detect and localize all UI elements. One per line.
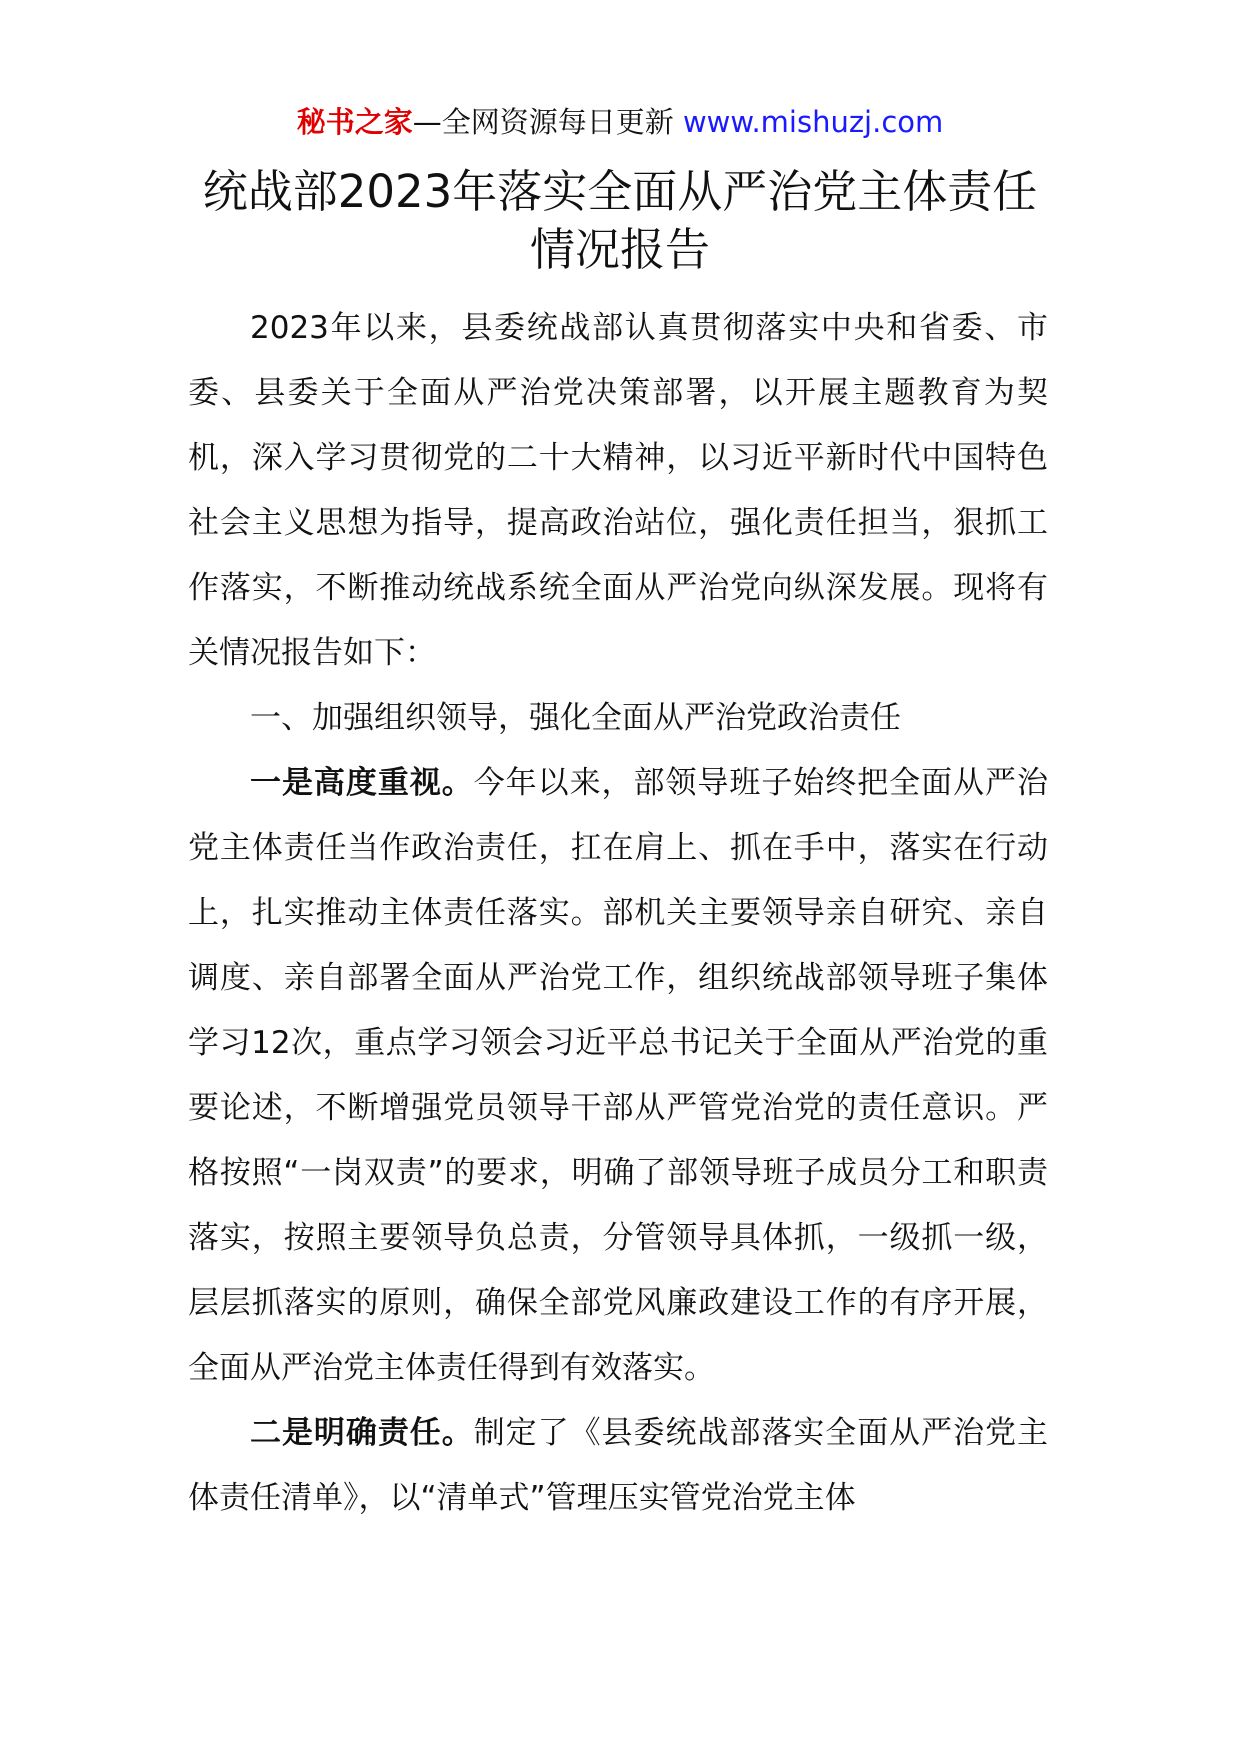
site-brand: 秘书之家 (296, 105, 413, 139)
body-paragraph (188, 751, 1048, 1401)
body-paragraph (188, 1401, 1048, 1531)
intro-paragraph: 2023年以来，县委统战部认真贯彻落实中央和省委、市委、县委关于全面从严治党决策部署，以开展主题教育为契机，深入学习贯彻党的二十大精神，以习近平新时代中国特色社会主义思想为指导，提高政治站位，强化责任担当，狠抓工作落实，不断推动统战系统全面从严治党向纵深发展。现将有关情况报告如下： (188, 310, 1048, 671)
site-url[interactable]: www.mishuzj.com (682, 105, 944, 139)
paragraph-text: 今年以来，部领导班子始终把全面从严治党主体责任当作政治责任，扛在肩上、抓在手中，落实在行动上，扎实推动主体责任落实。部机关主要领导亲自研究、亲自调度、亲自部署全面从严治党工作，组织统战部领导班子集体学习12次，重点学习领会习近平总书记关于全面从严治党的重要论述，不断增强党员领导干部从严管党治党的责任意识。严格按照“一岗双责”的要求，明确了部领导班子成员分工和职责落实，按照主要领导负总责，分管领导具体抓，一级抓一级，层层抓落实的原则，确保全部党风廉政建设工作的有序开展，全面从严治党主体责任得到有效落实。 (188, 765, 1049, 1386)
paragraph-lead: 一是高度重视。 (250, 765, 474, 801)
site-header (0, 100, 1240, 144)
document-title: 统战部2023年落实全面从严治党主体责任情况报告 (202, 165, 1038, 276)
paragraph-text: 制定了《县委统战部落实全面从严治党主体责任清单》，以“清单式”管理压实管党治党主体 (188, 1415, 1049, 1516)
site-slogan: —全网资源每日更新 (412, 105, 683, 139)
paragraph-lead: 二是明确责任。 (250, 1415, 474, 1451)
document-body (188, 296, 1048, 1531)
section-heading: 一、加强组织领导，强化全面从严治党政治责任 (250, 700, 901, 736)
